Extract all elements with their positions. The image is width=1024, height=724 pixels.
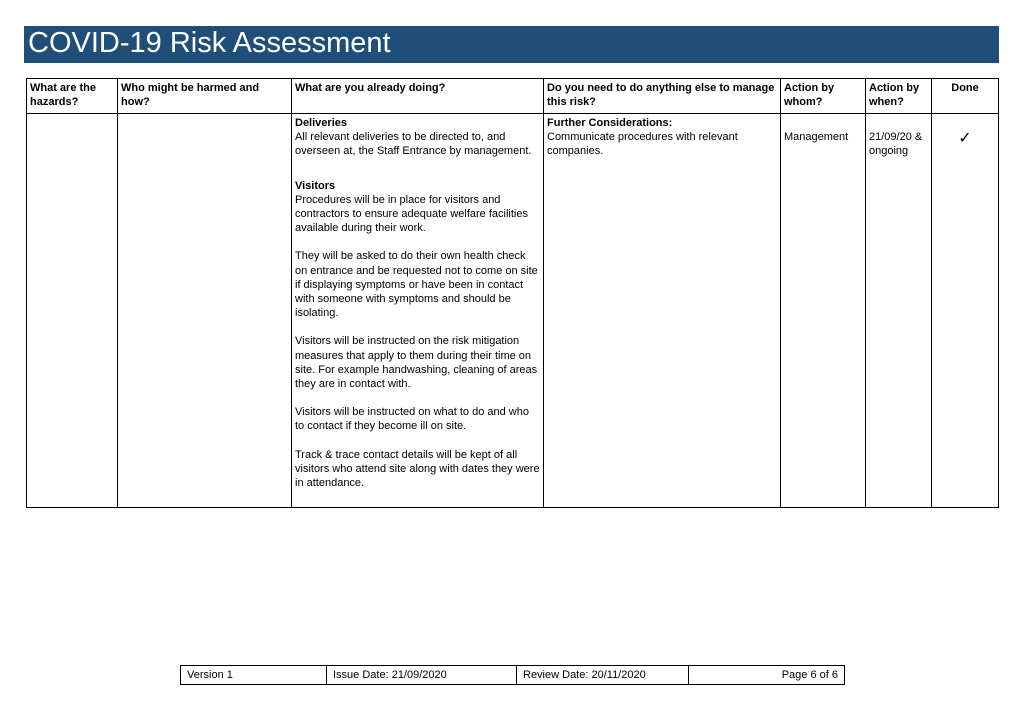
document-footer [180,665,845,685]
page-number: Page 6 of 6 [689,666,845,685]
column-header-by-when: Action by when? [866,79,932,114]
further-actions-cell [544,114,781,508]
further-considerations-heading: Further Considerations: [547,117,673,129]
deliveries-heading: Deliveries [295,117,347,129]
issue-date: Issue Date: 21/09/2020 [327,666,517,685]
already-doing-cell [292,114,544,508]
page-title: COVID-19 Risk Assessment [28,27,391,59]
action-by-when-cell: 21/09/20 & ongoing [866,114,932,508]
checkmark-icon: ✓ [958,130,972,147]
visitors-paragraph: Procedures will be in place for visitors and contractors to ensure adequate welfare facilities available during their work. [295,193,528,235]
visitors-paragraph: Visitors will be instructed on the risk mitigation measures that apply to them during their time on site. For example handwashing, cleaning of areas they are in contact with. [295,335,538,391]
action-by-whom-cell: Management [781,114,866,508]
visitors-heading: Visitors [295,179,336,192]
column-header-hazards: What are the hazards? [27,79,118,114]
column-header-doing: What are you already doing? [292,79,544,114]
version-label: Version 1 [181,666,327,685]
risk-assessment-table [26,78,999,508]
column-header-by-whom: Action by whom? [781,79,866,114]
done-cell [932,114,999,508]
deliveries-text: All relevant deliveries to be directed to, and overseen at, the Staff Entrance by management. [295,131,532,158]
column-header-further: Do you need to do anything else to manage this risk? [544,79,781,114]
column-header-done: Done [932,79,999,114]
table-header-row [27,79,999,114]
hazards-cell [27,114,118,508]
visitors-paragraph: Visitors will be instructed on what to do and who to contact if they become ill on site. [295,406,529,433]
visitors-paragraph: Track & trace contact details will be kept of all visitors who attend site along with dates they were in attendance. [295,448,540,490]
harmed-cell [118,114,292,508]
further-considerations-text: Communicate procedures with relevant companies. [547,131,738,158]
title-bar [24,26,999,63]
review-date: Review Date: 20/11/2020 [517,666,689,685]
column-header-harmed: Who might be harmed and how? [118,79,292,114]
visitors-paragraph: They will be asked to do their own health check on entrance and be requested not to come on site if displaying symptoms or have been in contact with someone with symptoms and should be isolating. [295,250,538,320]
table-row [27,114,999,508]
